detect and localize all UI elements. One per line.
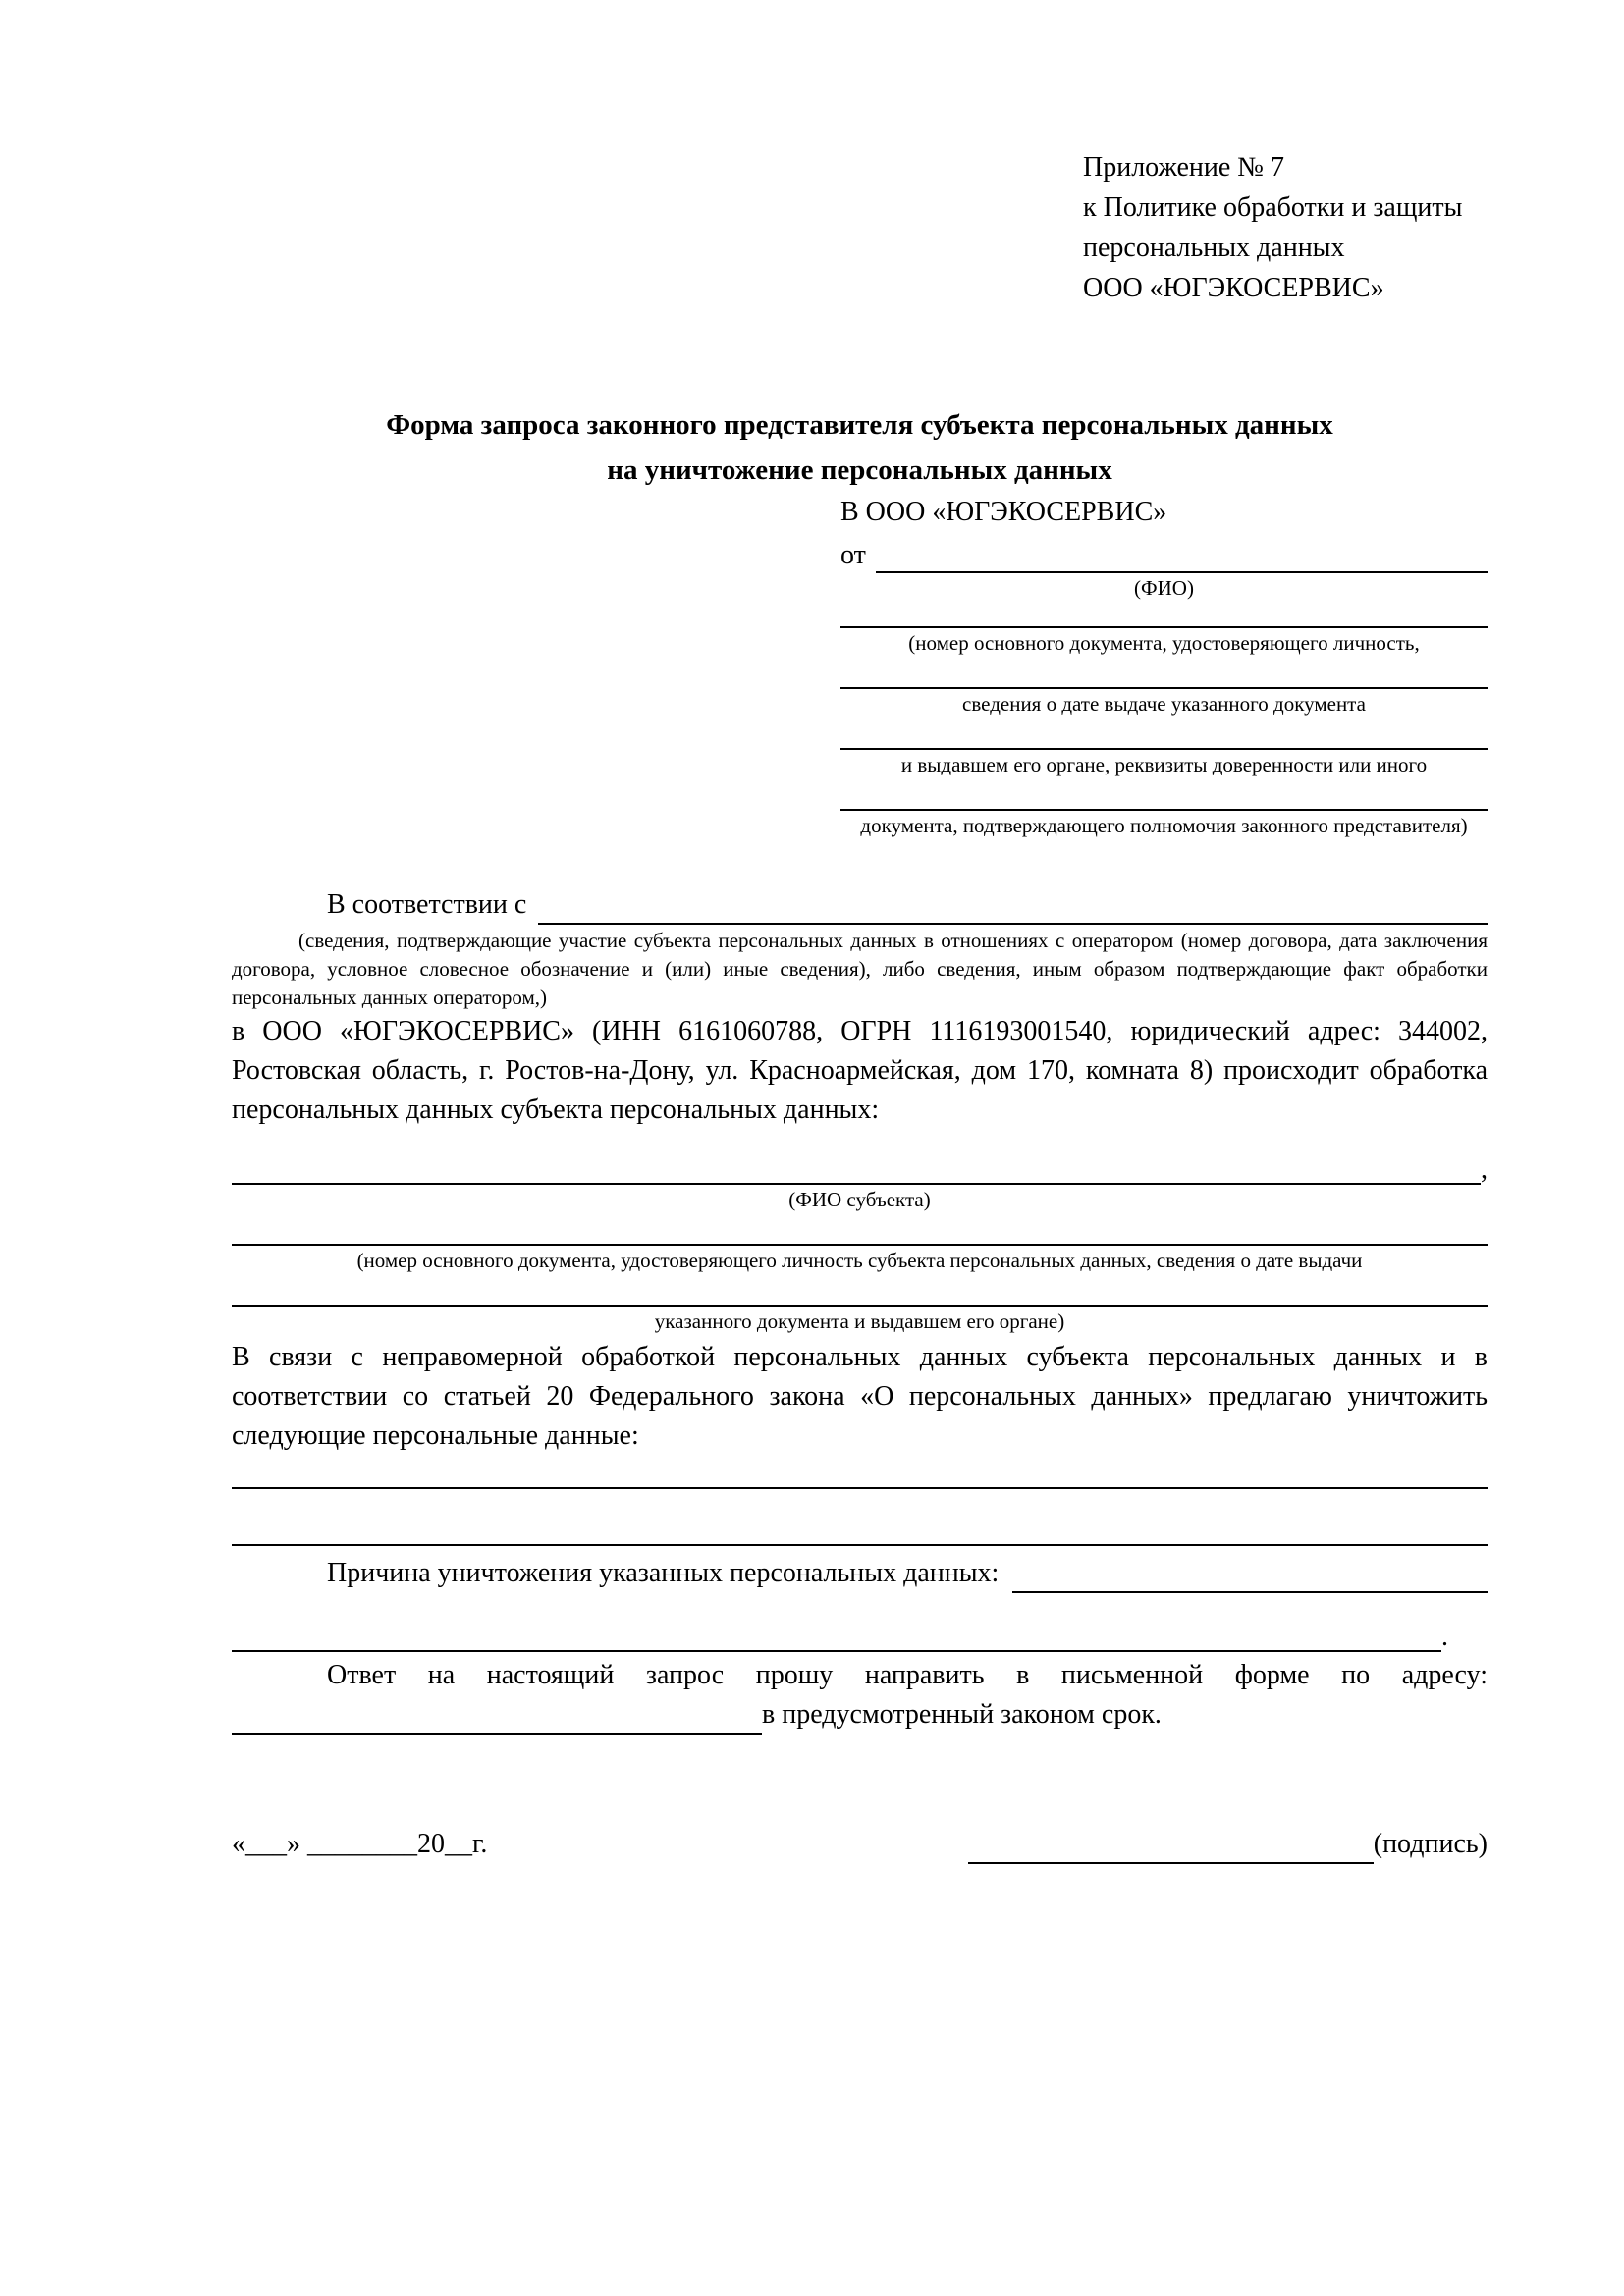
reply-address-line <box>232 1695 762 1735</box>
signature-line <box>968 1833 1374 1864</box>
representative-doc-line-4 <box>840 809 1488 811</box>
paragraph-indent <box>232 1554 327 1593</box>
subject-doc-caption-1: (номер основного документа, удостоверяющего личность субъекта персональных данных, сведения о дате выдачи <box>356 1249 1363 1272</box>
reason-row <box>232 1554 1488 1593</box>
document-title <box>232 402 1488 493</box>
fio-caption: (ФИО) <box>1134 576 1194 600</box>
addressee-to: В ООО «ЮГЭКОСЕРВИС» <box>840 497 1167 527</box>
representative-doc-line-1 <box>840 626 1488 628</box>
representative-name-line <box>876 538 1488 573</box>
appendix-note-line1: Приложение № 7 <box>1083 152 1284 183</box>
subject-fio-suffix: , <box>1481 1154 1488 1185</box>
reply-tail-text: в предусмотренный законом срок. <box>762 1699 1162 1730</box>
appendix-note-line2: к Политике обработки и защиты <box>1083 192 1463 223</box>
subject-doc-caption-2: указанного документа и выдавшем его органе) <box>654 1309 1065 1333</box>
representative-doc-caption-2: сведения о дате выдаче указанного документа <box>962 692 1366 716</box>
subject-doc-line-1 <box>232 1244 1488 1246</box>
demand-paragraph: В связи с неправомерной обработкой персональных данных субъекта персональных данных и в соответствии со статьей 20 Федерального закона «О персональных данных» предлагаю уничтожить следующие персональные данные: <box>232 1342 1488 1451</box>
date-line: «___» ________20__г. <box>232 1829 488 1859</box>
representative-doc-caption-4: документа, подтверждающего полномочия законного представителя) <box>860 814 1468 837</box>
addressee-block <box>840 493 1488 838</box>
from-row <box>840 538 1488 573</box>
reason-continuation-row <box>232 1623 1488 1652</box>
reply-address-row <box>232 1695 1488 1735</box>
signature-block <box>968 1825 1488 1864</box>
appendix-note-line4: ООО «ЮГЭКОСЕРВИС» <box>1083 273 1384 303</box>
subject-fio-row <box>232 1155 1488 1185</box>
subject-fio-line <box>232 1183 1481 1185</box>
representative-doc-caption-1: (номер основного документа, удостоверяющего личность, <box>908 631 1420 655</box>
data-to-destroy-line-2 <box>232 1544 1488 1546</box>
appendix-note <box>1083 147 1488 308</box>
subject-fio-caption: (ФИО субъекта) <box>788 1188 931 1211</box>
accordance-row <box>232 885 1488 925</box>
document-title-line2: на уничтожение персональных данных <box>607 454 1112 486</box>
representative-doc-caption-3: и выдавшем его органе, реквизиты доверенности или иного <box>900 753 1428 776</box>
reason-label: Причина уничтожения указанных персональных данных: <box>327 1558 1000 1588</box>
operator-paragraph: в ООО «ЮГЭКОСЕРВИС» (ИНН 6161060788, ОГРН 1116193001540, юридический адрес: 344002, Ростовская область, г. Ростов-на-Дону, ул. Красноармейская, дом 170, комната 8) происходит обработка персональных данных субъекта персональных данных: <box>232 1016 1488 1125</box>
reason-line-suffix: . <box>1441 1622 1448 1652</box>
document-title-line1: Форма запроса законного представителя субъекта персональных данных <box>386 409 1333 441</box>
reason-continuation-line <box>232 1650 1441 1652</box>
appendix-note-line3: персональных данных <box>1083 233 1345 263</box>
reply-paragraph: Ответ на настоящий запрос прошу направить в письменной форме по адресу: <box>327 1660 1488 1690</box>
representative-doc-line-3 <box>840 748 1488 750</box>
reason-blank-line <box>1012 1554 1488 1593</box>
paragraph-indent <box>232 885 327 925</box>
from-label: от <box>840 540 866 570</box>
accordance-blank-line <box>538 885 1488 925</box>
subject-doc-line-2 <box>232 1305 1488 1307</box>
accordance-footnote: (сведения, подтверждающие участие субъекта персональных данных в отношениях с оператором (номер договора, дата заключения договора, условное словесное обозначение и (или) иные сведения), либо сведения, иным образом подтверждающие факт обработки персональных данных оператором,) <box>232 929 1488 1009</box>
signature-caption: (подпись) <box>1373 1829 1488 1859</box>
accordance-label: В соответствии с <box>327 889 527 920</box>
representative-doc-line-2 <box>840 687 1488 689</box>
footer-row <box>232 1825 1488 1864</box>
data-to-destroy-line-1 <box>232 1487 1488 1489</box>
